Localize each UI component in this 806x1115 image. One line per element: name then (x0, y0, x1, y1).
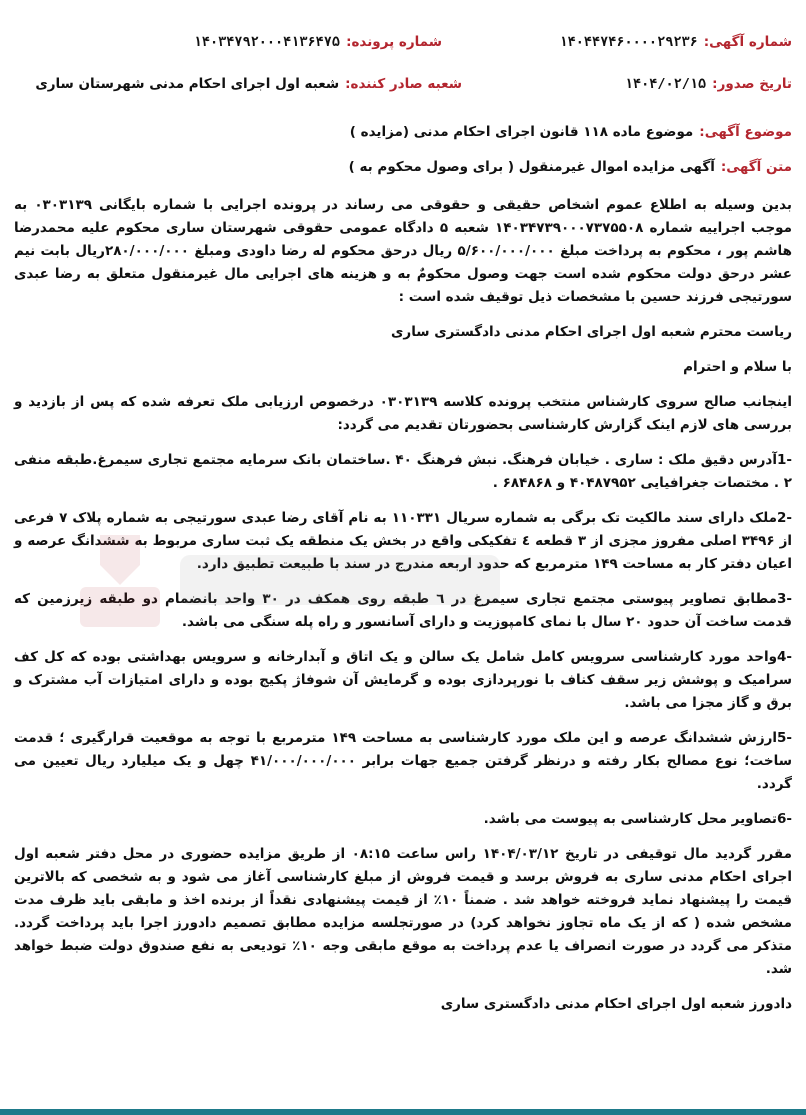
paragraph-item-5: -5ارزش ششدانگ عرصه و این ملک مورد کارشناسی به مساحت ۱۴۹ مترمربع با توجه به موقعیت قرارگیری ؛ قدمت ساخت؛ نوع مصالح بکار رفته و درنظر گرفتن جمیع جهات برابر ۴۱/۰۰۰/۰۰۰/۰۰۰ چهل و یک میلیارد ریال تعیین می گردد. (14, 730, 793, 792)
subject-value: موضوع ماده ۱۱۸ قانون اجرای احکام مدنی (مزایده ) (349, 124, 694, 140)
issue-date-row (625, 76, 792, 92)
paragraph-greeting: با سلام و احترام (683, 359, 792, 375)
notice-body (14, 194, 792, 1028)
paragraph-signature: دادورز شعبه اول اجرای احکام مدنی دادگستری ساری (440, 996, 792, 1012)
notice-number-row (560, 34, 792, 50)
bottom-bar (0, 1109, 806, 1115)
issue-date-label: تاریخ صدور: (712, 76, 792, 92)
paragraph-item-1: -1آدرس دقیق ملک : ساری . خیابان فرهنگ. نبش فرهنگ ۴۰ .ساختمان بانک سرمایه مجتمع تجاری سیمرغ.طبقه منفی ۲ . مختصات جغرافیایی ۴۰۴۸۷۹۵۲ و ۶۸۴۸۶۸ . (14, 452, 792, 491)
notice-number: ۱۴۰۴۴۷۴۶۰۰۰۰۲۹۲۳۶ (559, 34, 698, 50)
subject-label: موضوع آگهی: (699, 124, 792, 140)
paragraph-auction-terms: مقرر گردید مال توقیفی در تاریخ ۱۴۰۴/۰۳/۱۲ راس ساعت ۰۸:۱۵ از طریق مزایده حضوری در محل دفتر شعبه اول اجرای احکام مدنی ساری به فروش برسد و قیمت فروش از مبلغ کارشناسی آغاز می شود و به شخصی که بالاترین قیمت را پیشنهاد نماید فروخته خواهد شد . ضمناً ۱۰٪ از قیمت پیشنهادی نقداً از برنده اخذ و مابقی باید ظرف مدت مشخص شده ( که از یک ماه تجاوز نخواهد کرد) در صورتجلسه مزایده مطابق تصمیم دادورز اجرا باید پرداخت گردد. متذکر می گردد در صورت انصراف یا عدم پرداخت به موقع مابقی وجه ۱۰٪ تودیعی به نفع صندوق دولت ضبط خواهد شد. (14, 846, 792, 977)
issue-date: ۱۴۰۴/۰۲/۱۵ (624, 76, 707, 92)
case-number: ۱۴۰۳۴۷۹۲۰۰۰۴۱۳۶۴۷۵ (193, 34, 341, 50)
paragraph-item-2: -2ملک دارای سند مالکیت تک برگی به شماره سریال ۱۱۰۳۳۱ به نام آقای رضا عبدی سورتیجی به شماره پلاک ۷ فرعی از ۳۴۹۶ اصلی مفروز مجزی از ۳ قطعه ٤ تفکیکی واقع در بخش یک منطقه یک ثبت ساری مربوط به ششدانگ عرصه و اعیان دفتر کار به مساحت ۱۴۹ مترمربع که حدود اربعه مندرج در سند با طبیعت تطبیق دارد. (14, 510, 792, 572)
issuer-label: شعبه صادر کننده: (345, 76, 462, 92)
issuer: شعبه اول اجرای احکام مدنی شهرستان ساری (35, 76, 340, 92)
paragraph-intro: بدین وسیله به اطلاع عموم اشخاص حقیقی و حقوقی می رساند در پرونده اجرایی با شماره بایگانی ۰۳۰۳۱۳۹ به موجب اجراییه شماره ۱۴۰۳۴۷۳۹۰۰۰۷۳۷۵۵۰۸ شعبه ۵ دادگاه عمومی حقوقی شهرستان ساری محکوم علیه محمدرضا هاشم پور ، محکوم به پرداخت مبلغ ۵/۶۰۰/۰۰۰/۰۰۰ ریال درحق محکوم له رضا داودی ومبلغ ۲۸۰/۰۰۰/۰۰۰ریال بابت نیم عشر درحق دولت محکوم شده است جهت وصول محکومٌ به و هزینه های اجرایی مال غیرمنقول متعلق به رضا عبدی سورتیجی فرزند حسین با مشخصات ذیل توقیف شده است : (14, 197, 792, 305)
paragraph-item-6: -6تصاویر محل کارشناسی به پیوست می باشد. (483, 811, 792, 827)
notice-number-label: شماره آگهی: (703, 34, 792, 50)
case-number-label: شماره پرونده: (346, 34, 442, 50)
paragraph-addressee: ریاست محترم شعبه اول اجرای احکام مدنی دادگستری ساری (391, 324, 792, 340)
paragraph-expert-intro: اینجانب صالح سروی کارشناس منتخب پرونده کلاسه ۰۳۰۳۱۳۹ درخصوص ارزیابی ملک تعرفه شده که پس از بازدید و بررسی های لازم اینک گزارش کارشناسی بحضورتان تقدیم می گردد: (14, 394, 792, 433)
paragraph-item-4: -4واحد مورد کارشناسی سرویس کامل شامل یک سالن و یک اتاق و آبدارخانه و سرویس بهداشتی بوده که کل کف سرامیک و پوشش زیر سقف کناف با نورپردازی بوده و گرمایش آن شوفاژ پکیج بوده و دارای امتیازات آب مشترک و برق و گاز مجزا می باشد. (14, 649, 792, 711)
case-number-row (194, 34, 442, 50)
notice-title: آگهی مزایده اموال غیرمنقول ( برای وصول محکوم به ) (348, 159, 715, 175)
notice-text-label: متن آگهی: (720, 159, 792, 175)
paragraph-item-3: -3مطابق تصاویر پیوستی مجتمع تجاری سیمرغ در ٦ طبقه روی همکف در ۳۰ واحد بانضمام دو طبقه زیرزمین که قدمت ساخت آن حدود ۲۰ سال با نمای کامپوزیت و دارای آسانسور و راه پله سنگی می باشد. (14, 591, 792, 630)
notice-text-row (14, 159, 792, 175)
subject-row (14, 124, 792, 140)
issuer-row (35, 76, 462, 92)
